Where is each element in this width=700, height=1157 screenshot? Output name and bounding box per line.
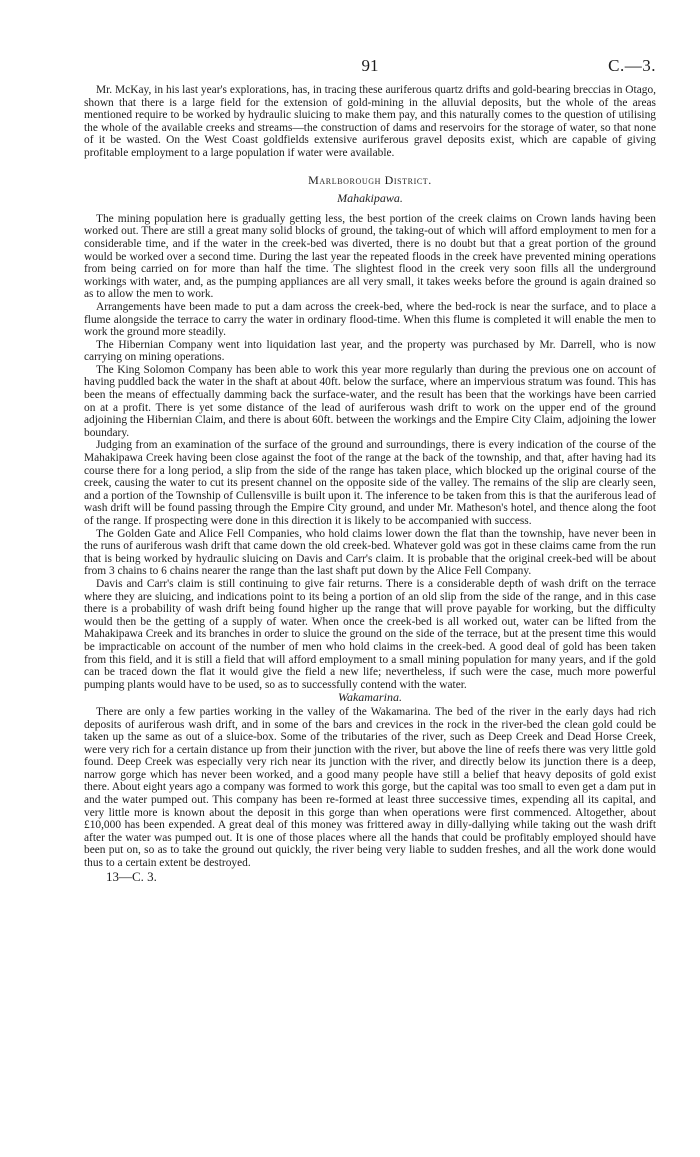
paragraph: Judging from an examination of the surface of the ground and surroundings, there is every indication of the course of the Mahakipawa Creek having been close against the foot of the range at the back of the township, and that, after having had its course there for a long period, a slip from the side of the range has taken place, which blocked up the original course of the creek, causing the water to cut its present channel on the opposite side of the valley. The remains of the slip are clearly seen, and a portion of the Township of Cullensville is built upon it. The inference to be taken from this is that the auriferous lead of wash drift will be found passing through the Empire City ground, and under Mr. Matheson's hotel, and thence along the foot of the range. If prospecting were done in this direction it is likely to be accompanied with success. [84, 439, 656, 527]
page-number: 91 [361, 56, 379, 75]
paragraph: The mining population here is gradually getting less, the best portion of the creek claims on Crown lands having been worked out. There are still a great many solid blocks of ground, the taking-out of which will afford employment to men for a considerable time, and if the water in the creek-bed was diverted, there is no doubt but that a great portion of the ground would be worked over a second time. During the last year the repeated floods in the creek have prevented mining operations from being carried on for more than half the time. The slightest flood in the creek very soon fills all the underground workings with water, and, as the pumping appliances are all very small, it takes weeks before the ground is again drained so as to allow the men to work. [84, 212, 656, 301]
paragraph: The King Solomon Company has been able to work this year more regularly than during the previous one on account of having puddled back the water in the shaft at about 40ft. below the surface, where an impervious stratum was found. This has been the means of effectually damming back the surface-water, and the result has been that the workings have been carried on at a profit. There is yet some distance of the lead of auriferous wash drift to work on the upper end of the ground adjoining the Hibernian Claim, and there is about 60ft. between the workings and the Empire City Claim, adjoining the lower boundary. [84, 363, 656, 439]
paragraph: Arrangements have been made to put a dam across the creek-bed, where the bed-rock is near the surface, and to place a flume alongside the terrace to carry the water in ordinary flood-time. When this flume is completed it will enable the men to work the ground more steadily. [84, 300, 656, 339]
section-title-wakamarina: Wakamarina. [338, 690, 402, 705]
intro-paragraph: Mr. McKay, in his last year's explorations, has, in tracing these auriferous quartz drifts and gold-bearing breccias in Otago, shown that there is a large field for the extension of gold-mining in the alluvial deposits, but the whole of the areas mentioned require to be worked by hydraulic sluicing to make them pay, and this naturally comes to the question of utilising the whole of the available creeks and streams—the construction of dams and reservoirs for the storage of water, so that none of it be wasted. On the West Coast goldfields extensive auriferous gravel deposits exist, which are capable of giving profitable employment to a large population if water were available. [84, 84, 656, 159]
paragraph: Davis and Carr's claim is still continuing to give fair returns. There is a considerable depth of wash drift on the terrace where they are sluicing, and indications point to its being a portion of an old slip from the side of the range, and in this case there is a probability of wash drift being found higher up the range that will prove payable for working, but the difficulty would then be the getting of a supply of water. When once the creek-bed is all worked out, water can be lifted from the Mahakipawa Creek and its branches in order to sluice the ground on the side of the terrace, but at the present time this would be impracticable on account of the number of men who hold claims in the creek-bed. A good deal of gold has been taken from this field, and it is still a field that will afford employment to a small mining population for many years, and if the gold can be traced down the flat it would give the field a new life; nevertheless, if such were the case, much more powerful pumping plants would have to be used, so as to successfully contend with the water. [84, 577, 656, 691]
document-reference: C.—3. [608, 56, 656, 75]
page-header [84, 56, 656, 84]
section-title-mahakipawa: Mahakipawa. [337, 191, 403, 206]
footer-signature: 13—C. 3. [106, 868, 157, 884]
paragraph: The Golden Gate and Alice Fell Companies, who hold claims lower down the flat than the township, have never been in the runs of auriferous wash drift that came down the old creek-bed. Whatever gold was got in these claims came from the run that is being worked by hydraulic sluicing on Davis and Carr's claim. It is probable that the original creek-bed will be about from 3 chains to 6 chains nearer the range than the last shaft put down by the Alice Fell Company. [84, 527, 656, 578]
district-heading: Marlborough District. [308, 172, 432, 187]
document-page [84, 56, 656, 883]
paragraph: The Hibernian Company went into liquidation last year, and the property was purchased by Mr. Darrell, who is now carrying on mining operations. [84, 338, 656, 364]
paragraph: There are only a few parties working in the valley of the Wakamarina. The bed of the river in the early days had rich deposits of auriferous wash drift, and in some of the bars and crevices in the rock in the river-bed the clean gold could be taken up the same as out of a sluice-box. Some of the tributaries of the river, such as Deep Creek and Dead Horse Creek, were very rich for a certain distance up from their junction with the river, but above the line of reefs there was very little gold found. Deep Creek was especially very rich near its junction with the river, and directly below its junction there is a deep, narrow gorge which has never been worked, and a good many people have still a belief that heavy deposits of gold exist there. About eight years ago a company was formed to work this gorge, but the capital was too small to even get a dam put in and the water pumped out. This company has been re-formed at least three successive times, expending all its capital, and very little more is known about the deposit in this gorge than when operations were first commenced. Altogether, about £10,000 has been expended. A great deal of this money was frittered away in dilly-dallying while taking out the wash drift after the water was pumped out. It is one of those places where all the hands that could be profitably employed should have been put on, so as to take the ground out quickly, the river being very liable to sudden freshes, and all the work done would thus to a certain extent be destroyed. [84, 705, 656, 870]
